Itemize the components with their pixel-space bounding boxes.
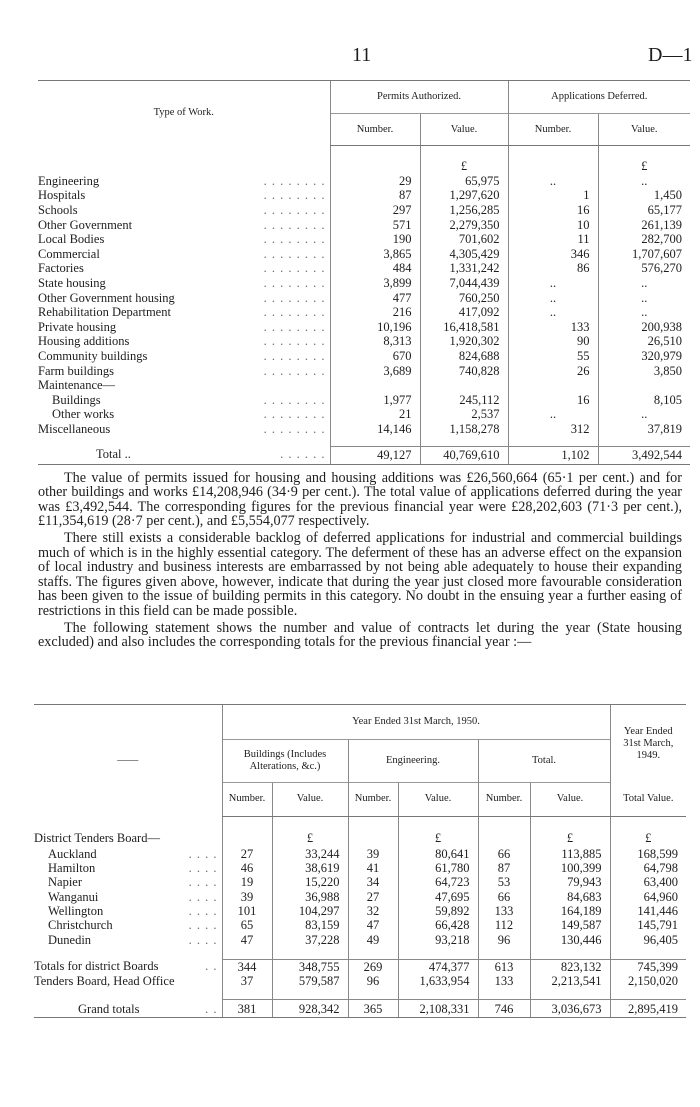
row-label-cell	[38, 203, 330, 218]
prev: 141,446	[610, 904, 686, 918]
col-buildings: Buildings (Includes Alterations, &c.)	[222, 739, 348, 782]
row-label-cell	[34, 974, 222, 988]
row-label: Community buildings	[38, 348, 148, 363]
b-val: 38,619	[272, 861, 348, 875]
col-deferred-value: Value.	[598, 114, 690, 146]
permits-value: 1,920,302	[420, 334, 508, 349]
permits-number: 190	[330, 232, 420, 247]
deferred-number	[508, 378, 598, 393]
permits-value: 1,256,285	[420, 203, 508, 218]
table-row	[38, 305, 690, 320]
group-permits-authorized: Permits Authorized.	[330, 81, 508, 114]
row-label-cell	[38, 349, 330, 364]
t-num: 133	[478, 974, 530, 988]
b-val: 33,244	[272, 846, 348, 860]
dot-leader: . . . .	[188, 918, 218, 933]
group-year-1949: Year Ended 31st March, 1949.	[610, 704, 686, 782]
row-label-cell	[38, 217, 330, 232]
currency-symbol: £	[610, 816, 686, 846]
table-row	[34, 861, 686, 875]
permits-value: 1,297,620	[420, 188, 508, 203]
row-label: Other Government housing	[38, 290, 175, 305]
permits-number	[330, 378, 420, 393]
deferred-number: ..	[508, 290, 598, 305]
permits-number: 216	[330, 305, 420, 320]
e-num: 47	[348, 918, 398, 932]
t-val: 100,399	[530, 861, 610, 875]
t-val: 113,885	[530, 846, 610, 860]
dot-leader: . . . . . . . .	[263, 232, 326, 247]
deferred-value: 65,177	[598, 203, 690, 218]
b-val: 15,220	[272, 875, 348, 889]
table-row	[34, 875, 686, 889]
deferred-value: 1,450	[598, 188, 690, 203]
table-row	[38, 261, 690, 276]
row-label: Other Government	[38, 217, 133, 232]
e-val: 80,641	[398, 846, 478, 860]
prev: 168,599	[610, 846, 686, 860]
prev: 96,405	[610, 933, 686, 947]
t-val: 84,683	[530, 889, 610, 903]
t-num: 66	[478, 889, 530, 903]
row-label: Commercial	[38, 246, 100, 261]
permits-value	[420, 378, 508, 393]
table-row	[34, 904, 686, 918]
total-d-num: 1,102	[508, 446, 598, 464]
e-val: 93,218	[398, 933, 478, 947]
permits-number: 3,899	[330, 276, 420, 291]
table-row	[38, 407, 690, 422]
document-code: D—1	[648, 44, 693, 66]
dot-leader: . . . . . . . .	[263, 275, 326, 290]
row-label: Hospitals	[38, 188, 86, 203]
t-num: 746	[478, 1000, 530, 1018]
permits-value: 2,279,350	[420, 217, 508, 232]
table-row	[34, 918, 686, 932]
row-label: Private housing	[38, 319, 117, 334]
table-row	[38, 290, 690, 305]
prev: 745,399	[610, 959, 686, 974]
b-num: 344	[222, 959, 272, 974]
row-label-cell	[34, 904, 222, 918]
permits-number: 14,146	[330, 422, 420, 437]
t-num: 96	[478, 933, 530, 947]
e-val: 66,428	[398, 918, 478, 932]
row-label-cell	[38, 334, 330, 349]
section-label: District Tenders Board—	[34, 831, 160, 846]
b-val: 83,159	[272, 918, 348, 932]
t-num: 613	[478, 959, 530, 974]
t-val: 2,213,541	[530, 974, 610, 988]
col-engineering-value: Value.	[398, 782, 478, 816]
permits-number: 297	[330, 203, 420, 218]
permits-number: 21	[330, 407, 420, 422]
permits-value: 1,331,242	[420, 261, 508, 276]
total-row	[38, 446, 690, 464]
row-label-cell	[34, 846, 222, 860]
row-label: Factories	[38, 261, 84, 276]
b-num: 27	[222, 846, 272, 860]
row-label-cell	[38, 188, 330, 203]
deferred-number: 26	[508, 363, 598, 378]
paragraph: The following statement shows the number and value of contracts let during the year (State housing excluded) and also includes the corresponding totals for the previous financial year :—	[38, 619, 682, 651]
deferred-value: 282,700	[598, 232, 690, 247]
row-label: Rehabilitation Department	[38, 305, 171, 320]
t-val: 3,036,673	[530, 1000, 610, 1018]
deferred-number: 16	[508, 392, 598, 407]
deferred-value: 200,938	[598, 319, 690, 334]
row-label: Other works	[52, 407, 115, 422]
e-num: 27	[348, 889, 398, 903]
deferred-value: 320,979	[598, 349, 690, 364]
totals-row	[34, 974, 686, 988]
deferred-value: 3,850	[598, 363, 690, 378]
permits-value: 824,688	[420, 349, 508, 364]
col-total: Total.	[478, 739, 610, 782]
row-label-cell	[38, 290, 330, 305]
prev: 64,798	[610, 861, 686, 875]
row-label: Wanganui	[48, 889, 99, 904]
e-num: 41	[348, 861, 398, 875]
row-label: Christchurch	[48, 918, 113, 933]
prev: 63,400	[610, 875, 686, 889]
deferred-number: 55	[508, 349, 598, 364]
deferred-number: 133	[508, 319, 598, 334]
e-num: 34	[348, 875, 398, 889]
col-buildings-number: Number.	[222, 782, 272, 816]
permits-number: 3,865	[330, 246, 420, 261]
dot-leader: . . . . . . . .	[263, 202, 326, 217]
b-num: 19	[222, 875, 272, 889]
table-row	[34, 933, 686, 947]
e-val: 47,695	[398, 889, 478, 903]
deferred-value: ..	[598, 290, 690, 305]
permits-value: 4,305,429	[420, 246, 508, 261]
t-num: 53	[478, 875, 530, 889]
deferred-number: 86	[508, 261, 598, 276]
dot-leader: . . . . . . . .	[263, 407, 326, 422]
prev: 64,960	[610, 889, 686, 903]
group-year-1950: Year Ended 31st March, 1950.	[222, 704, 610, 739]
row-label-cell	[38, 232, 330, 247]
currency-symbol: £	[398, 816, 478, 846]
permits-number: 670	[330, 349, 420, 364]
e-val: 1,633,954	[398, 974, 478, 988]
e-val: 61,780	[398, 861, 478, 875]
currency-symbol: £	[272, 816, 348, 846]
dot-leader: . . . .	[188, 860, 218, 875]
row-label-cell	[34, 933, 222, 947]
total-p-num: 49,127	[330, 446, 420, 464]
t-val: 79,943	[530, 875, 610, 889]
t-num: 66	[478, 846, 530, 860]
col-1949-total-value: Total Value.	[610, 782, 686, 816]
deferred-value: ..	[598, 305, 690, 320]
row-label-cell	[38, 422, 330, 437]
row-label: Maintenance—	[38, 378, 116, 393]
prev: 2,150,020	[610, 974, 686, 988]
total-d-val: 3,492,544	[598, 446, 690, 464]
row-label: Schools	[38, 202, 78, 217]
table-row	[38, 349, 690, 364]
e-val: 2,108,331	[398, 1000, 478, 1018]
b-num: 46	[222, 861, 272, 875]
prev: 2,895,419	[610, 1000, 686, 1018]
permits-number: 8,313	[330, 334, 420, 349]
permits-value: 245,112	[420, 392, 508, 407]
total-p-val: 40,769,610	[420, 446, 508, 464]
e-num: 365	[348, 1000, 398, 1018]
deferred-number: 346	[508, 246, 598, 261]
page-body	[0, 80, 700, 1018]
row-label: Auckland	[48, 846, 97, 861]
permits-number: 29	[330, 174, 420, 189]
row-label: Miscellaneous	[38, 421, 111, 436]
table-row	[38, 378, 690, 393]
table-row	[38, 319, 690, 334]
permits-value: 740,828	[420, 363, 508, 378]
deferred-value: 261,139	[598, 217, 690, 232]
page-number: 11	[352, 44, 372, 66]
corner-dash: ——	[34, 704, 222, 816]
col-engineering: Engineering.	[348, 739, 478, 782]
row-label: Dunedin	[48, 932, 92, 947]
col-permits-value: Value.	[420, 114, 508, 146]
body-text	[38, 471, 682, 650]
b-num: 65	[222, 918, 272, 932]
totals-row	[34, 959, 686, 974]
dot-leader: . . . .	[188, 846, 218, 861]
row-label-cell	[38, 174, 330, 189]
row-label: Totals for district Boards	[34, 959, 159, 974]
deferred-value: 37,819	[598, 422, 690, 437]
permits-number: 10,196	[330, 319, 420, 334]
grand-totals-row	[34, 1000, 686, 1018]
table-row	[38, 334, 690, 349]
deferred-value: 8,105	[598, 392, 690, 407]
permits-value: 417,092	[420, 305, 508, 320]
currency-symbol: £	[420, 146, 508, 174]
t-val: 823,132	[530, 959, 610, 974]
deferred-value: ..	[598, 407, 690, 422]
e-num: 269	[348, 959, 398, 974]
b-val: 36,988	[272, 889, 348, 903]
row-label-cell	[38, 319, 330, 334]
table-row	[38, 363, 690, 378]
row-label: Housing additions	[38, 334, 130, 349]
e-num: 49	[348, 933, 398, 947]
paragraph: There still exists a considerable backlog of deferred applications for industrial and commercial buildings much of which is in the highly essential category. The deferment of these has an adverse effect on the expansion of local industry and business interests are embarrassed by not being able adequately to house their expanding staffs. The figures given above, however, indicate that during the year just closed more favourable consideration has been given to the issue of building permits in this category. No doubt in the ensuing year a further easing of restrictions in this field can be made possible.	[38, 530, 682, 620]
row-label: State housing	[38, 275, 106, 290]
row-label-cell	[34, 861, 222, 875]
b-num: 381	[222, 1000, 272, 1018]
deferred-value: 26,510	[598, 334, 690, 349]
row-label-cell	[34, 875, 222, 889]
row-label: Total ..	[96, 447, 131, 462]
dot-leader: . . . . . . . .	[263, 246, 326, 261]
deferred-value: ..	[598, 276, 690, 291]
permits-number: 87	[330, 188, 420, 203]
dot-leader: . . . .	[188, 875, 218, 890]
b-val: 104,297	[272, 904, 348, 918]
permits-number: 571	[330, 217, 420, 232]
deferred-number: ..	[508, 305, 598, 320]
e-num: 39	[348, 846, 398, 860]
permits-value: 2,537	[420, 407, 508, 422]
row-label-cell	[38, 392, 330, 407]
dot-leader: . . . . . . . .	[263, 173, 326, 188]
deferred-value: 576,270	[598, 261, 690, 276]
table-row	[38, 232, 690, 247]
deferred-number: ..	[508, 407, 598, 422]
e-val: 64,723	[398, 875, 478, 889]
row-label: Farm buildings	[38, 363, 115, 378]
t-val: 164,189	[530, 904, 610, 918]
dot-leader: . . . . . . . .	[263, 290, 326, 305]
e-val: 59,892	[398, 904, 478, 918]
table-row	[38, 422, 690, 437]
permits-number: 3,689	[330, 363, 420, 378]
b-val: 928,342	[272, 1000, 348, 1018]
permits-number: 477	[330, 290, 420, 305]
row-label-cell	[34, 889, 222, 903]
deferred-number: 10	[508, 217, 598, 232]
b-val: 579,587	[272, 974, 348, 988]
permits-value: 1,158,278	[420, 422, 508, 437]
b-num: 37	[222, 974, 272, 988]
row-label: Buildings	[52, 392, 101, 407]
row-label-cell	[38, 446, 330, 464]
deferred-number: 1	[508, 188, 598, 203]
deferred-number: 11	[508, 232, 598, 247]
row-label: Engineering	[38, 173, 100, 188]
permits-value: 7,044,439	[420, 276, 508, 291]
b-num: 47	[222, 933, 272, 947]
row-label: Grand totals	[78, 1001, 140, 1016]
t-num: 133	[478, 904, 530, 918]
dot-leader: . . . . . . . .	[263, 305, 326, 320]
col-total-value: Value.	[530, 782, 610, 816]
dot-leader: . . . . . . . .	[263, 261, 326, 276]
deferred-number: ..	[508, 276, 598, 291]
dot-leader: . . . . . . . .	[263, 319, 326, 334]
table-row	[38, 217, 690, 232]
deferred-value: ..	[598, 174, 690, 189]
prev: 145,791	[610, 918, 686, 932]
row-label-cell	[38, 246, 330, 261]
row-label: Napier	[48, 875, 83, 890]
dot-leader: . . . . . . . .	[263, 392, 326, 407]
dot-leader: . . . . . .	[280, 447, 326, 462]
dot-leader: . .	[205, 1001, 218, 1016]
t-num: 87	[478, 861, 530, 875]
row-label: Tenders Board, Head Office	[34, 973, 175, 988]
b-num: 39	[222, 889, 272, 903]
e-val: 474,377	[398, 959, 478, 974]
dot-leader: . .	[205, 959, 218, 974]
b-val: 37,228	[272, 933, 348, 947]
table-row	[38, 203, 690, 218]
currency-symbol: £	[530, 816, 610, 846]
col-deferred-number: Number.	[508, 114, 598, 146]
permits-value: 701,602	[420, 232, 508, 247]
row-label-cell	[38, 378, 330, 393]
row-label: Hamilton	[48, 860, 96, 875]
deferred-number: 16	[508, 203, 598, 218]
col-buildings-value: Value.	[272, 782, 348, 816]
permits-table	[38, 80, 690, 465]
table-row	[38, 246, 690, 261]
table-row	[38, 392, 690, 407]
dot-leader: . . . . . . . .	[263, 363, 326, 378]
deferred-value	[598, 378, 690, 393]
row-label-cell	[38, 276, 330, 291]
row-label-cell	[34, 1000, 222, 1018]
e-num: 96	[348, 974, 398, 988]
row-label-cell	[38, 261, 330, 276]
row-label-cell	[38, 407, 330, 422]
b-num: 101	[222, 904, 272, 918]
deferred-number: 312	[508, 422, 598, 437]
t-val: 149,587	[530, 918, 610, 932]
deferred-number: 90	[508, 334, 598, 349]
table-row	[38, 188, 690, 203]
deferred-value: 1,707,607	[598, 246, 690, 261]
dot-leader: . . . .	[188, 904, 218, 919]
col-engineering-number: Number.	[348, 782, 398, 816]
dot-leader: . . . .	[188, 932, 218, 947]
row-label-cell	[34, 918, 222, 932]
permits-number: 1,977	[330, 392, 420, 407]
currency-symbol: £	[598, 146, 690, 174]
deferred-number: ..	[508, 174, 598, 189]
permits-value: 16,418,581	[420, 319, 508, 334]
group-applications-deferred: Applications Deferred.	[508, 81, 690, 114]
e-num: 32	[348, 904, 398, 918]
permits-number: 484	[330, 261, 420, 276]
dot-leader: . . . . . . . .	[263, 421, 326, 436]
row-label: Local Bodies	[38, 232, 105, 247]
dot-leader: . . . . . . . .	[263, 348, 326, 363]
row-label-cell	[34, 959, 222, 974]
dot-leader: . . . . . . . .	[263, 217, 326, 232]
col-total-number: Number.	[478, 782, 530, 816]
col-type-of-work: Type of Work.	[38, 81, 330, 146]
row-label: Wellington	[48, 904, 104, 919]
t-num: 112	[478, 918, 530, 932]
b-val: 348,755	[272, 959, 348, 974]
col-permits-number: Number.	[330, 114, 420, 146]
table-row	[34, 889, 686, 903]
paragraph: The value of permits issued for housing and housing additions was £26,560,664 (65·1 per cent.) and for other buildings and works £14,208,946 (34·9 per cent.). The total value of applications deferred during the year was £3,492,544. The corresponding figures for the previous financial year were £28,202,603 (71·3 per cent.), £11,354,619 (28·7 per cent.), and £5,554,077 respectively.	[38, 469, 682, 530]
row-label-cell	[38, 305, 330, 320]
permits-value: 760,250	[420, 290, 508, 305]
row-label-cell	[38, 363, 330, 378]
permits-value: 65,975	[420, 174, 508, 189]
dot-leader: . . . .	[188, 889, 218, 904]
table-row	[38, 276, 690, 291]
dot-leader: . . . . . . . .	[263, 334, 326, 349]
table-row	[38, 174, 690, 189]
table-row	[34, 846, 686, 860]
t-val: 130,446	[530, 933, 610, 947]
dot-leader: . . . . . . . .	[263, 188, 326, 203]
contracts-table	[34, 704, 686, 1019]
